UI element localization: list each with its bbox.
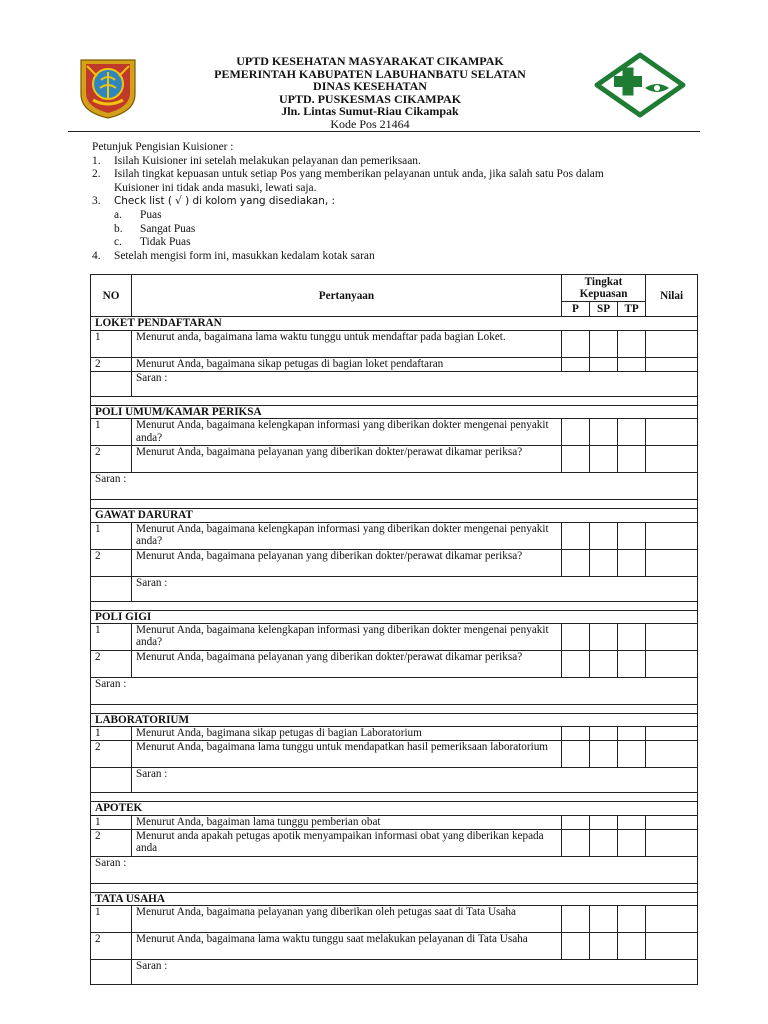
question-number: 1	[91, 906, 132, 933]
header-sp: SP	[589, 302, 617, 317]
checkbox-tidak-puas[interactable]	[618, 741, 646, 768]
question-row	[91, 624, 698, 651]
question-row	[91, 357, 698, 371]
option-item: b. Sangat Puas	[114, 222, 196, 235]
score-cell[interactable]	[646, 829, 698, 856]
header-p: P	[561, 302, 589, 317]
checkbox-puas[interactable]	[561, 906, 589, 933]
question-row	[91, 651, 698, 678]
section-spacer-cell	[91, 601, 698, 610]
letterhead	[160, 55, 580, 130]
score-cell[interactable]	[646, 357, 698, 371]
checkbox-tidak-puas[interactable]	[618, 549, 646, 576]
header-score: Nilai	[646, 275, 698, 317]
section-row	[91, 405, 698, 418]
checkbox-puas[interactable]	[561, 522, 589, 549]
header-tp: TP	[618, 302, 646, 317]
question-text: Menurut Anda, bagaiman lama tunggu pemberian obat	[132, 815, 562, 829]
checkbox-sangat-puas[interactable]	[589, 446, 617, 473]
section-spacer	[91, 396, 698, 405]
question-number: 1	[91, 522, 132, 549]
checkbox-puas[interactable]	[561, 829, 589, 856]
question-row	[91, 446, 698, 473]
score-cell[interactable]	[646, 522, 698, 549]
question-text: Menurut Anda, bagimana sikap petugas di bagian Laboratorium	[132, 727, 562, 741]
question-number: 1	[91, 419, 132, 446]
question-row	[91, 906, 698, 933]
checkbox-puas[interactable]	[561, 651, 589, 678]
question-row	[91, 549, 698, 576]
question-number: 2	[91, 829, 132, 856]
checkbox-sangat-puas[interactable]	[589, 522, 617, 549]
question-text: Menurut anda apakah petugas apotik menyampaikan informasi obat yang diberikan kepada anda	[132, 829, 562, 856]
instruction-item: 2. Isilah tingkat kepuasan untuk setiap Pos yang memberikan pelayanan untuk anda, jika salah satu Pos dalam	[92, 168, 604, 181]
question-number: 1	[91, 624, 132, 651]
checkbox-sangat-puas[interactable]	[589, 419, 617, 446]
question-number: 2	[91, 651, 132, 678]
checkbox-tidak-puas[interactable]	[618, 651, 646, 678]
option-item: c. Tidak Puas	[114, 236, 191, 249]
section-spacer	[91, 793, 698, 802]
regency-emblem-icon	[75, 54, 141, 120]
saran-row	[91, 856, 698, 883]
letterhead-line-3: DINAS KESEHATAN	[313, 79, 427, 93]
checkbox-sangat-puas[interactable]	[589, 829, 617, 856]
question-text: Menurut Anda, bagaimana kelengkapan informasi yang diberikan dokter mengenai penyakit anda?	[132, 624, 562, 651]
section-spacer	[91, 500, 698, 509]
score-cell[interactable]	[646, 549, 698, 576]
question-row	[91, 829, 698, 856]
header-question: Pertanyaan	[132, 275, 562, 317]
checkbox-sangat-puas[interactable]	[589, 624, 617, 651]
checkbox-tidak-puas[interactable]	[618, 906, 646, 933]
score-cell[interactable]	[646, 651, 698, 678]
question-row	[91, 330, 698, 357]
section-title: APOTEK	[91, 802, 698, 815]
checkbox-sangat-puas[interactable]	[589, 741, 617, 768]
section-spacer	[91, 883, 698, 892]
question-row	[91, 815, 698, 829]
letterhead-address: Jln. Lintas Sumut-Riau Cikampak	[281, 104, 459, 118]
question-text: Menurut Anda, bagaimana pelayanan yang diberikan oleh petugas saat di Tata Usaha	[132, 906, 562, 933]
instruction-item: 1. Isilah Kuisioner ini setelah melakukan pelayanan dan pemeriksaan.	[92, 154, 421, 167]
score-cell[interactable]	[646, 741, 698, 768]
saran-row	[91, 371, 698, 396]
checkbox-puas[interactable]	[561, 549, 589, 576]
question-row	[91, 727, 698, 741]
question-row	[91, 522, 698, 549]
score-cell[interactable]	[646, 624, 698, 651]
saran-field[interactable]: Saran :	[132, 576, 698, 601]
checkbox-tidak-puas[interactable]	[618, 815, 646, 829]
section-title: LOKET PENDAFTARAN	[91, 317, 698, 330]
checkbox-tidak-puas[interactable]	[618, 624, 646, 651]
questionnaire-table	[90, 274, 698, 985]
question-text: Menurut Anda, bagaimana sikap petugas di bagian loket pendaftaran	[132, 357, 562, 371]
question-number: 1	[91, 727, 132, 741]
section-title: TATA USAHA	[91, 892, 698, 905]
question-text: Menurut Anda, bagaimana pelayanan yang diberikan dokter/perawat dikamar periksa?	[132, 651, 562, 678]
question-row	[91, 419, 698, 446]
instructions	[92, 141, 704, 263]
checkbox-sangat-puas[interactable]	[589, 357, 617, 371]
instructions-title: Petunjuk Pengisian Kuisioner :	[92, 141, 234, 153]
question-number: 1	[91, 330, 132, 357]
saran-row	[91, 678, 698, 705]
checkbox-tidak-puas[interactable]	[618, 933, 646, 960]
saran-number-cell	[91, 576, 132, 601]
checkbox-tidak-puas[interactable]	[618, 829, 646, 856]
checkbox-puas[interactable]	[561, 933, 589, 960]
question-text: Menurut Anda, bagaimana pelayanan yang diberikan dokter/perawat dikamar periksa?	[132, 446, 562, 473]
instruction-item: 4. Setelah mengisi form ini, masukkan kedalam kotak saran	[92, 249, 375, 262]
section-row	[91, 802, 698, 815]
section-row	[91, 892, 698, 905]
checkbox-puas[interactable]	[561, 727, 589, 741]
score-cell[interactable]	[646, 906, 698, 933]
option-item: a. Puas	[114, 208, 162, 221]
section-spacer-cell	[91, 500, 698, 509]
section-title: POLI GIGI	[91, 610, 698, 623]
question-number: 2	[91, 446, 132, 473]
checkbox-sangat-puas[interactable]	[589, 727, 617, 741]
saran-row	[91, 473, 698, 500]
saran-field[interactable]: Saran :	[91, 856, 698, 883]
question-number: 2	[91, 549, 132, 576]
question-number: 2	[91, 933, 132, 960]
score-cell[interactable]	[646, 330, 698, 357]
letterhead-line-2: PEMERINTAH KABUPATEN LABUHANBATU SELATAN	[214, 66, 526, 81]
saran-number-cell	[91, 960, 132, 985]
score-cell[interactable]	[646, 446, 698, 473]
question-number: 2	[91, 357, 132, 371]
question-text: Menurut Anda, bagaimana pelayanan yang diberikan dokter/perawat dikamar periksa?	[132, 549, 562, 576]
checkbox-puas[interactable]	[561, 815, 589, 829]
letterhead-line-4: UPTD. PUSKESMAS CIKAMPAK	[278, 91, 462, 106]
puskesmas-logo-icon	[593, 52, 687, 118]
score-cell[interactable]	[646, 419, 698, 446]
checkbox-puas[interactable]	[561, 357, 589, 371]
section-row	[91, 317, 698, 330]
header-no: NO	[91, 275, 132, 317]
checkbox-sangat-puas[interactable]	[589, 815, 617, 829]
saran-field[interactable]: Saran :	[91, 473, 698, 500]
checkbox-tidak-puas[interactable]	[618, 446, 646, 473]
checkbox-tidak-puas[interactable]	[618, 419, 646, 446]
checkbox-tidak-puas[interactable]	[618, 727, 646, 741]
checkbox-puas[interactable]	[561, 741, 589, 768]
checkbox-puas[interactable]	[561, 446, 589, 473]
checkbox-tidak-puas[interactable]	[618, 522, 646, 549]
checkbox-sangat-puas[interactable]	[589, 906, 617, 933]
checkbox-puas[interactable]	[561, 624, 589, 651]
question-text: Menurut Anda, bagaimana kelengkapan informasi yang diberikan dokter mengenai penyakit anda?	[132, 522, 562, 549]
section-spacer-cell	[91, 396, 698, 405]
instruction-item: 3. Check list ( √ ) di kolom yang disediakan, :	[92, 195, 335, 208]
section-row	[91, 509, 698, 522]
checkbox-tidak-puas[interactable]	[618, 330, 646, 357]
section-spacer	[91, 601, 698, 610]
question-text: Menurut Anda, bagaimana lama tunggu untuk mendapatkan hasil pemeriksaan laboratorium	[132, 741, 562, 768]
saran-row	[91, 768, 698, 793]
saran-number-cell	[91, 768, 132, 793]
checkbox-puas[interactable]	[561, 419, 589, 446]
saran-row	[91, 960, 698, 985]
section-spacer-cell	[91, 883, 698, 892]
letterhead-divider	[68, 131, 700, 132]
question-number: 1	[91, 815, 132, 829]
checkbox-sangat-puas[interactable]	[589, 549, 617, 576]
section-spacer	[91, 705, 698, 714]
question-row	[91, 933, 698, 960]
checkbox-sangat-puas[interactable]	[589, 933, 617, 960]
section-row	[91, 714, 698, 727]
question-text: Menurut Anda, bagaimana kelengkapan informasi yang diberikan dokter mengenai penyakit anda?	[132, 419, 562, 446]
saran-number-cell	[91, 371, 132, 396]
question-text: Menurut Anda, bagaimana lama waktu tunggu saat melakukan pelayanan di Tata Usaha	[132, 933, 562, 960]
section-title: LABORATORIUM	[91, 714, 698, 727]
header-satisfaction-level: Tingkat Kepuasan	[561, 275, 645, 302]
letterhead-postcode: Kode Pos 21464	[330, 116, 410, 131]
saran-field[interactable]: Saran :	[132, 768, 698, 793]
score-cell[interactable]	[646, 815, 698, 829]
saran-row	[91, 576, 698, 601]
section-spacer-cell	[91, 793, 698, 802]
question-number: 2	[91, 741, 132, 768]
question-row	[91, 741, 698, 768]
instruction-item-continuation: Kuisioner ini tidak anda masuki, lewati saja.	[114, 181, 317, 194]
checkbox-tidak-puas[interactable]	[618, 357, 646, 371]
section-row	[91, 610, 698, 623]
question-text: Menurut anda, bagaimana lama waktu tunggu untuk mendaftar pada bagian Loket.	[132, 330, 562, 357]
saran-field[interactable]: Saran :	[91, 678, 698, 705]
checkbox-sangat-puas[interactable]	[589, 330, 617, 357]
questionnaire-body	[91, 317, 698, 985]
checkbox-sangat-puas[interactable]	[589, 651, 617, 678]
score-cell[interactable]	[646, 933, 698, 960]
saran-field[interactable]: Saran :	[132, 960, 698, 985]
section-title: GAWAT DARURAT	[91, 509, 698, 522]
score-cell[interactable]	[646, 727, 698, 741]
letterhead-line-1: UPTD KESEHATAN MASYARAKAT CIKAMPAK	[236, 54, 504, 68]
checkbox-puas[interactable]	[561, 330, 589, 357]
section-title: POLI UMUM/KAMAR PERIKSA	[91, 405, 698, 418]
section-spacer-cell	[91, 705, 698, 714]
saran-field[interactable]: Saran :	[132, 371, 698, 396]
